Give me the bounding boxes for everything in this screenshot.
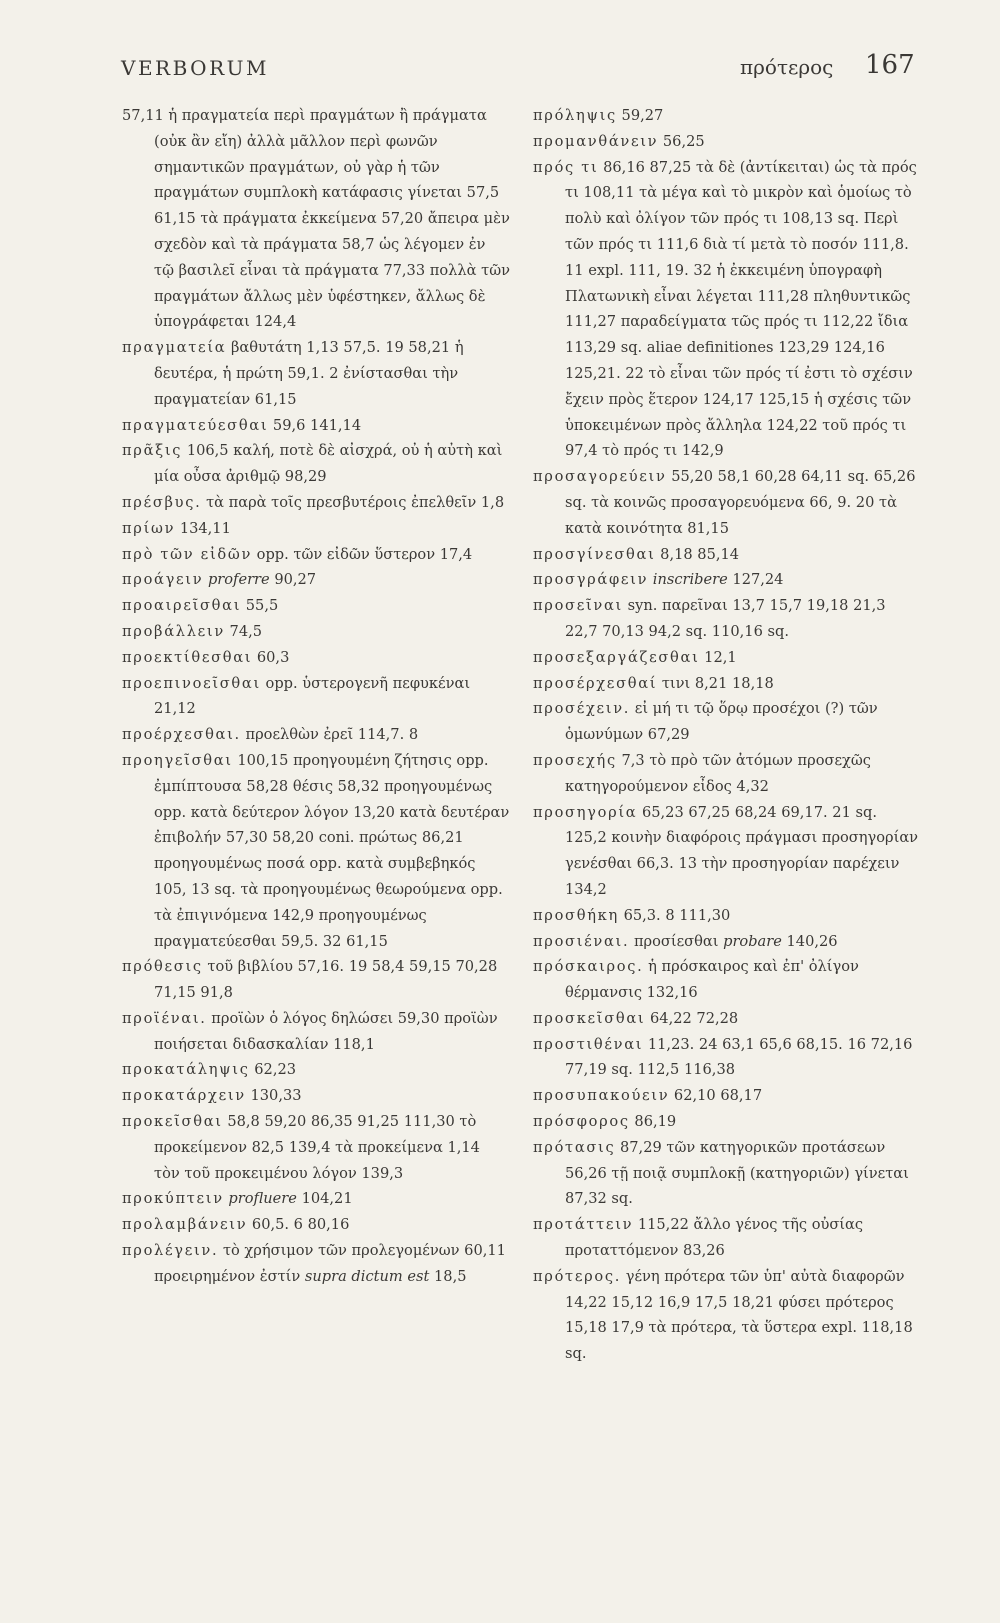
entry-translation: profluere bbox=[228, 1190, 297, 1208]
entry-lemma: προσαγορεύειν bbox=[533, 468, 667, 486]
entry-text: τὰ παρὰ τοῖς πρεσβυτέροις ἐπελθεῖν 1,8 bbox=[206, 493, 505, 511]
entry-text-after: 18,5 bbox=[434, 1267, 467, 1285]
index-entry bbox=[533, 696, 921, 748]
entry-text: 65,3. 8 111,30 bbox=[623, 906, 731, 924]
index-entry bbox=[122, 1212, 510, 1238]
entry-lemma: πρόσκαιρος. bbox=[533, 958, 644, 976]
entry-text: 11,23. 24 63,1 65,6 68,15. 16 72,16 77,19 sq. 112,5 116,38 bbox=[565, 1035, 913, 1079]
entry-text: 64,22 72,28 bbox=[650, 1009, 739, 1027]
entry-lemma: προαιρεῖσθαι bbox=[122, 597, 242, 615]
index-entry bbox=[122, 1057, 510, 1083]
entry-text: 115,22 ἄλλο γένος τῆς οὐσίας προταττόμενον 83,26 bbox=[565, 1216, 864, 1260]
index-entry bbox=[533, 593, 921, 645]
index-entry bbox=[122, 1109, 510, 1186]
entry-lemma: προσθήκη bbox=[533, 906, 619, 924]
index-entry bbox=[533, 748, 921, 800]
entry-lemma: προσγράφειν bbox=[533, 571, 649, 589]
entry-lemma: προλέγειν. bbox=[122, 1242, 219, 1260]
index-entry bbox=[533, 1109, 921, 1135]
entry-lemma: προστιθέναι bbox=[533, 1035, 644, 1053]
entry-lemma: πρίων bbox=[122, 519, 176, 537]
entry-text: 60,3 bbox=[256, 648, 290, 666]
entry-text-after: 127,24 bbox=[732, 571, 784, 589]
entry-translation: probare bbox=[723, 932, 782, 950]
entry-lemma: προεκτίθεσθαι bbox=[122, 648, 253, 666]
right-column bbox=[533, 103, 921, 1367]
entry-text: 106,5 καλή, ποτὲ δὲ αἰσχρά, οὐ ἡ αὐτὴ καὶ μία οὖσα ἀριθμῷ 98,29 bbox=[154, 442, 503, 486]
entry-lemma: προεπινοεῖσθαι bbox=[122, 674, 261, 692]
index-entry bbox=[122, 1238, 510, 1290]
index-entry bbox=[122, 722, 510, 748]
index-entry bbox=[122, 593, 510, 619]
entry-lemma: προσεῖναι bbox=[533, 597, 623, 615]
index-entry bbox=[533, 954, 921, 1006]
entry-text: 8,18 85,14 bbox=[660, 545, 740, 563]
entry-lemma: προτάττειν bbox=[533, 1216, 634, 1234]
entry-text: τινι 8,21 18,18 bbox=[661, 674, 774, 692]
index-entry bbox=[533, 671, 921, 697]
entry-lemma: προκατάληψις bbox=[122, 1061, 250, 1079]
entry-lemma: πραγματεύεσθαι bbox=[122, 416, 269, 434]
entry-lemma: προσκεῖσθαι bbox=[533, 1009, 646, 1027]
entry-translation: inscribere bbox=[652, 571, 728, 589]
entry-text: ἡ πρόσκαιρος καὶ ἐπ' ὀλίγον θέρμανσις 132,16 bbox=[565, 958, 859, 1002]
index-entry bbox=[122, 542, 510, 568]
index-entry bbox=[122, 490, 510, 516]
entry-text: 60,5. 6 80,16 bbox=[251, 1216, 350, 1234]
entry-text: 12,1 bbox=[704, 648, 737, 666]
entry-lemma: πρότερος. bbox=[533, 1267, 622, 1285]
entry-text: 55,20 58,1 60,28 64,11 sq. 65,26 sq. τὰ κοινῶς προσαγορευόμενα 66, 9. 20 τὰ κατὰ κοινότητα 81,15 bbox=[565, 468, 916, 537]
entry-lemma: προκατάρχειν bbox=[122, 1087, 246, 1105]
entry-text: 87,29 τῶν κατηγορικῶν προτάσεων 56,26 τῇ ποιᾷ συμπλοκῇ (κατηγοριῶν) γίνεται 87,32 sq. bbox=[565, 1138, 909, 1208]
index-entry bbox=[533, 1264, 921, 1367]
entry-text: 74,5 bbox=[229, 622, 263, 640]
index-entry bbox=[533, 929, 921, 955]
entry-lemma: πρός τι bbox=[533, 158, 599, 176]
entry-text: 59,27 bbox=[621, 107, 664, 124]
entry-lemma: πρέσβυς. bbox=[122, 493, 202, 511]
index-entry bbox=[533, 155, 921, 465]
entry-text: τὸ χρήσιμον τῶν προλεγομένων 60,11 προειρημένον ἐστίν bbox=[154, 1242, 506, 1285]
entry-lemma: προσυπακούειν bbox=[533, 1087, 670, 1105]
index-entry bbox=[122, 438, 510, 490]
index-entry bbox=[122, 1006, 510, 1058]
entry-lemma: προέρχεσθαι. bbox=[122, 726, 241, 744]
entry-lemma: προάγειν bbox=[122, 571, 204, 589]
entry-text: προελθὼν ἐρεῖ 114,7. 8 bbox=[245, 726, 419, 744]
entry-text: 86,19 bbox=[634, 1113, 677, 1131]
index-entry bbox=[122, 1186, 510, 1212]
entry-lemma: προηγεῖσθαι bbox=[122, 751, 233, 769]
entry-lemma: πρότασις bbox=[533, 1138, 616, 1156]
entry-text: 86,16 87,25 τὰ δὲ (ἀντίκειται) ὡς τὰ πρός τι 108,11 τὰ μέγα καὶ τὸ μικρὸν καὶ ὁμοίως τὸ πολὺ καὶ ὀλίγον τῶν πρός τι 108,13 sq. Περὶ τῶν πρός τι 111,6 διὰ τί μετὰ τὸ ποσόν 111,8. 11 expl. 111, 19. 32 ἡ ἐκκειμένη ὑπογραφὴ Πλατωνικὴ εἶναι λέγεται 111,28 πληθυντικῶς 111,27 παραδείγματα τῶς πρός τι 112,22 ἴδια 113,29 sq. aliae definitiones 123,29 124,16 125,21. 22 τὸ εἶναι τῶν πρός τί ἐστι τὸ σχέσιν ἔχειν πρὸς ἕτερον 124,17 125,15 ἡ σχέσις τῶν ὑποκειμένων πρὸς ἄλληλα 124,22 τοῦ πρός τι 97,4 τὸ πρός τι 142,9 bbox=[565, 158, 917, 460]
entry-lemma: προϊέναι. bbox=[122, 1009, 207, 1027]
entry-text: εἰ μή τι τῷ ὅρῳ προσέχοι (?) τῶν ὁμωνύμων 67,29 bbox=[565, 700, 878, 744]
entry-lemma: προσγίνεσθαι bbox=[533, 545, 656, 563]
entry-text: 55,5 bbox=[245, 597, 279, 615]
entry-text: 56,25 bbox=[662, 132, 705, 150]
index-entry bbox=[533, 1006, 921, 1032]
entry-text: opp. ὑστερογενῆ πεφυκέναι 21,12 bbox=[154, 674, 471, 718]
entry-lemma: πραγματεία bbox=[122, 339, 227, 357]
entry-translation: proferre bbox=[207, 571, 270, 589]
entry-lemma: πρόθεσις bbox=[122, 958, 203, 976]
entry-text-after: 140,26 bbox=[786, 932, 838, 950]
entry-text: 58,8 59,20 86,35 91,25 111,30 τὸ προκείμενον 82,5 139,4 τὰ προκείμενα 1,14 τὸν τοῦ προκειμένου λόγον 139,3 bbox=[154, 1113, 480, 1182]
index-entry bbox=[122, 567, 510, 593]
index-entry bbox=[122, 103, 510, 335]
entry-lemma: προσεχής bbox=[533, 751, 617, 769]
index-entry bbox=[122, 1083, 510, 1109]
entry-text: γένη πρότερα τῶν ὑπ' αὐτὰ διαφορῶν 14,22 15,12 16,9 17,5 18,21 φύσει πρότερος 15,18 17,9 τὰ πρότερα, τὰ ὕστερα expl. 118,18 sq. bbox=[565, 1267, 913, 1363]
index-entry bbox=[122, 645, 510, 671]
index-entry bbox=[533, 103, 921, 129]
index-entry bbox=[122, 671, 510, 723]
entry-text: 134,11 bbox=[179, 519, 231, 537]
entry-lemma: πρόσφορος bbox=[533, 1113, 630, 1131]
index-entry bbox=[533, 1212, 921, 1264]
index-entry bbox=[122, 619, 510, 645]
running-head-right: πρότερος bbox=[740, 55, 834, 79]
entry-text: τοῦ βιβλίου 57,16. 19 58,4 59,15 70,28 71,15 91,8 bbox=[154, 958, 498, 1002]
entry-lemma: πρᾶξις bbox=[122, 442, 183, 460]
entry-text-after: 104,21 bbox=[301, 1190, 353, 1208]
entry-text: opp. τῶν εἰδῶν ὕστερον 17,4 bbox=[256, 545, 473, 563]
entry-text: 65,23 67,25 68,24 69,17. 21 sq. 125,2 κοινὴν διαφόροις πράγμασι προσηγορίαν γενέσθαι 66,3. 13 τὴν προσηγορίαν παρέχειν 134,2 bbox=[565, 803, 919, 898]
index-entry bbox=[122, 516, 510, 542]
entry-text: προϊὼν ὁ λόγος δηλώσει 59,30 προϊὼν ποιήσεται διδασκαλίαν 118,1 bbox=[154, 1009, 498, 1053]
entry-lemma: προβάλλειν bbox=[122, 622, 225, 640]
running-head-left: VERBORUM bbox=[121, 56, 269, 80]
entry-lemma: πρόληψις bbox=[533, 107, 617, 124]
entry-lemma: προλαμβάνειν bbox=[122, 1216, 248, 1234]
page-number: 167 bbox=[865, 50, 915, 80]
index-entry bbox=[122, 335, 510, 412]
entry-text: 59,6 141,14 bbox=[272, 416, 362, 434]
left-column bbox=[122, 103, 510, 1290]
entry-lemma: προκύπτειν bbox=[122, 1190, 224, 1208]
index-entry bbox=[533, 129, 921, 155]
entry-lemma: προμανθάνειν bbox=[533, 132, 659, 150]
entry-text: 57,11 ἡ πραγματεία περὶ πραγμάτων ἢ πράγματα (οὐκ ἂν εἴη) ἀλλὰ μᾶλλον περὶ φωνῶν σημαντικῶν πραγμάτων, οὐ γὰρ ἡ τῶν πραγμάτων συμπλοκὴ κατάφασις γίνεται 57,5 61,15 τὰ πράγματα ἐκκείμενα 57,20 ἄπειρα μὲν σχεδὸν καὶ τὰ πράγματα 58,7 ὡς λέγομεν ἐν τῷ βασιλεῖ εἶναι τὰ πράγματα 77,33 πολλὰ τῶν πραγμάτων ἄλλως μὲν ὑφέστηκεν, ἄλλως δὲ ὑπογράφεται 124,4 bbox=[122, 107, 510, 331]
entry-lemma: προσεξαργάζεσθαι bbox=[533, 648, 700, 666]
entry-lemma: προσηγορία bbox=[533, 803, 638, 821]
index-entry bbox=[533, 567, 921, 593]
entry-lemma: προσέχειν. bbox=[533, 700, 631, 718]
index-entry bbox=[533, 1083, 921, 1109]
entry-text: 62,23 bbox=[254, 1061, 297, 1079]
entry-text: βαθυτάτη 1,13 57,5. 19 58,21 ἡ δευτέρα, ἡ πρώτη 59,1. 2 ἐνίστασθαι τὴν πραγματείαν 61,15 bbox=[154, 339, 464, 408]
entry-text-after: 90,27 bbox=[274, 571, 317, 589]
index-entry bbox=[533, 542, 921, 568]
index-entry bbox=[533, 464, 921, 541]
index-entry bbox=[533, 645, 921, 671]
index-entry bbox=[122, 748, 510, 954]
entry-text: 62,10 68,17 bbox=[673, 1087, 763, 1105]
entry-lemma: πρὸ τῶν εἰδῶν bbox=[122, 545, 253, 563]
index-entry bbox=[533, 1032, 921, 1084]
entry-lemma: προσιέναι. bbox=[533, 932, 630, 950]
entry-text: προσίεσθαι bbox=[633, 932, 719, 950]
entry-text: 7,3 τὸ πρὸ τῶν ἀτόμων προσεχῶς κατηγορούμενον εἶδος 4,32 bbox=[565, 751, 871, 795]
entry-lemma: προσέρχεσθαί bbox=[533, 674, 658, 692]
entry-text: syn. παρεῖναι 13,7 15,7 19,18 21,3 22,7 70,13 94,2 sq. 110,16 sq. bbox=[565, 597, 886, 640]
index-entry bbox=[122, 954, 510, 1006]
index-entry bbox=[122, 413, 510, 439]
index-entry bbox=[533, 903, 921, 929]
entry-text: 130,33 bbox=[250, 1087, 302, 1105]
index-entry bbox=[533, 1135, 921, 1212]
entry-text: 100,15 προηγουμένη ζήτησις opp. ἐμπίπτουσα 58,28 θέσις 58,32 προηγουμένως opp. κατὰ δεύτερον λόγον 13,20 κατὰ δευτέραν ἐπιβολήν 57,30 58,20 coni. πρώτως 86,21 προηγουμένως ποσά opp. κατὰ συμβεβηκός 105, 13 sq. τὰ προηγουμένως θεωρούμενα opp. τὰ ἐπιγινόμενα 142,9 προηγουμένως πραγματεύεσθαι 59,5. 32 61,15 bbox=[154, 751, 510, 950]
index-entry bbox=[533, 800, 921, 903]
entry-lemma: προκεῖσθαι bbox=[122, 1113, 223, 1131]
entry-translation: supra dictum est bbox=[304, 1267, 430, 1285]
